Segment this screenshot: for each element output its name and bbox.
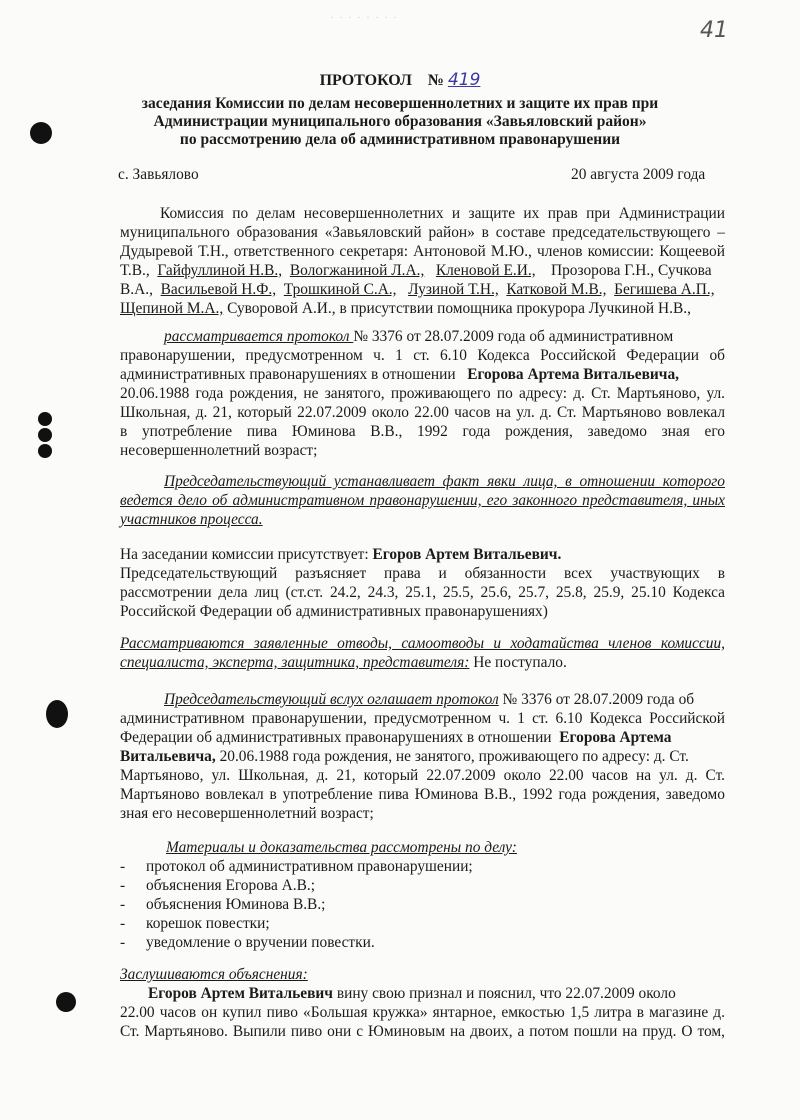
person-name: Витальевича, <box>120 748 216 765</box>
section1-text: № 3376 от 28.07.2009 года об административном <box>353 328 674 345</box>
punch-hole <box>38 428 52 442</box>
present-label: На заседании комиссии присутствует: <box>120 546 369 563</box>
subtitle-line: Администрации муниципального образования «Завьяловский район» <box>153 113 647 130</box>
member-name: В.А., <box>120 281 153 298</box>
member-name: Васильевой Н.Ф., <box>160 281 277 298</box>
intro-line: муниципального образования «Завьяловский район» в составе председательствующего – <box>120 224 725 241</box>
member-name: Щепиной М.А., <box>120 300 224 317</box>
list-item: - протокол об административном правонарушении; <box>120 858 473 875</box>
section1-text: административных правонарушениях в отношении <box>120 366 456 383</box>
present-name: Егоров Артем Витальевич. <box>372 546 562 563</box>
section5-line <box>120 747 725 766</box>
section1-line <box>120 327 725 346</box>
page-number: 41 <box>700 18 728 43</box>
protocol-number: 419 <box>447 70 481 90</box>
intro-text: Суворовой А.И., в присутствии помощника прокурора Лучкиной Н.В., <box>227 300 691 317</box>
list-item-text: уведомление о вручении повестки. <box>146 934 375 951</box>
person-name: Егорова Артема <box>559 729 672 746</box>
section5-line <box>120 728 725 747</box>
member-name: Гайфуллиной Н.В., <box>157 262 283 279</box>
intro-line: Комиссия по делам несовершеннолетних и защите их прав при Администрации <box>160 205 725 222</box>
list-item: - уведомление о вручении повестки. <box>120 934 375 951</box>
member-name: Вологжаниной Л.А., <box>289 262 425 279</box>
explanations-text: вину свою признал и пояснил, что 22.07.2009 около <box>332 985 676 1002</box>
section1-line: Школьная, д. 21, который 22.07.2009 около 22.00 часов на ул. д. Ст. Мартьяново вовлекал <box>120 404 725 421</box>
intro-line: Дудыревой Т.Н., ответственного секретаря: Антоновой М.Ю., членов комиссии: Кощеевой <box>120 243 725 260</box>
section1-line: 20.06.1988 года рождения, не занятого, проживающего по адресу: д. Ст. Мартьяново, ул. <box>120 385 725 402</box>
section5-text: Федерации об административных правонарушениях в отношении <box>120 729 552 746</box>
member-name: Бегишева А.П., <box>614 281 715 298</box>
person-name: Егоров Артем Витальевич <box>148 985 333 1002</box>
section2-line: участников процесса. <box>120 511 263 528</box>
intro-line-members <box>120 280 725 299</box>
section3-line: Российской Федерации об административных правонарушениях) <box>120 603 548 620</box>
place: с. Завьялово <box>118 166 199 183</box>
intro-line <box>120 299 725 318</box>
punch-hole <box>38 444 52 458</box>
member-name: Прозорова Г.Н., Сучкова <box>550 262 712 279</box>
member-name: Кленовой Е.И., <box>435 262 536 279</box>
list-item: - объяснения Егорова А.В.; <box>120 877 315 894</box>
section4-text: специалиста, эксперта, защитника, представителя: <box>120 654 470 671</box>
section5-text: 20.06.1988 года рождения, не занятого, проживающего по адресу: д. Ст. <box>215 748 689 765</box>
member-name: Т.В., <box>120 262 150 279</box>
section1-line: несовершеннолетний возраст; <box>120 442 318 459</box>
list-item-text: объяснения Егорова А.В.; <box>146 877 315 894</box>
list-item-text: объяснения Юминова В.В.; <box>146 896 326 913</box>
list-item-text: протокол об административном правонарушении; <box>146 858 473 875</box>
section5-line: зная его несовершеннолетний возраст; <box>120 805 374 822</box>
title-word: ПРОТОКОЛ <box>319 72 412 89</box>
explanations-line <box>120 984 725 1003</box>
section5-lead: Председательствующий вслух оглашает протокол <box>164 691 499 708</box>
date: 20 августа 2009 года <box>571 166 706 183</box>
section4-line <box>120 653 725 672</box>
section1-line: в употребление пива Юминова В.В., 1992 года рождения, заведомо зная его <box>120 423 725 440</box>
section3-line: Председательствующий разъясняет права и обязанности всех участвующих в <box>120 565 725 582</box>
section5-line: административном правонарушении, предусмотренном ч. 1 ст. 6.10 Кодекса Российской <box>120 710 725 727</box>
member-name: Лузиной Т.Н., <box>408 281 499 298</box>
punch-hole <box>46 700 68 728</box>
list-item: - корешок повестки; <box>120 915 270 932</box>
section5-line <box>120 690 725 709</box>
subtitle-line: по рассмотрению дела об административном правонарушении <box>179 131 621 148</box>
section4-line: Рассматриваются заявленные отводы, самоотводы и ходатайства членов комиссии, <box>120 635 725 652</box>
explanations-line: 22.00 часов он купил пиво «Большая кружка» янтарное, емкостью 1,5 литра в магазине д. <box>120 1004 725 1021</box>
member-name: Катковой М.В., <box>506 281 607 298</box>
materials-heading: Материалы и доказательства рассмотрены по делу: <box>166 839 517 856</box>
explanations-line: Ст. Мартьяново. Выпили пиво они с Юминовым на двоих, а потом пошли на пруд. О том, <box>120 1023 725 1040</box>
member-name: Трошкиной С.А., <box>283 281 397 298</box>
list-item: - объяснения Юминова В.В.; <box>120 896 326 913</box>
subtitle-line: заседания Комиссии по делам несовершеннолетних и защите их прав при <box>141 95 659 112</box>
section4-answer: Не поступало. <box>469 654 567 671</box>
punch-hole <box>56 992 76 1012</box>
explanations-heading: Заслушиваются объяснения: <box>120 966 308 983</box>
document-title <box>0 70 800 91</box>
section1-line <box>120 365 725 384</box>
present-line <box>120 545 725 564</box>
faint-stamp: · · · · · · · · <box>330 10 398 24</box>
list-item-text: корешок повестки; <box>146 915 270 932</box>
section1-line: правонарушении, предусмотренном ч. 1 ст. 6.10 Кодекса Российской Федерации об <box>120 347 725 364</box>
section5-line: Мартьяново, ул. Школьная, д. 21, который 22.07.2009 около 22.00 часов на ул. д. Ст. <box>120 767 725 784</box>
section3-line: рассмотрении дела лиц (ст.ст. 24.2, 24.3, 25.1, 25.5, 25.6, 25.7, 25.8, 25.9, 25.10 Кодекса <box>120 584 725 601</box>
person-name: Егорова Артема Витальевича, <box>467 366 679 383</box>
section2-line: ведется дело об административном правонарушении, его законного представителя, иных <box>120 492 725 509</box>
section5-line: Мартьяново вовлекал в употребление пива Юминова В.В., 1992 года рождения, заведомо <box>120 786 725 803</box>
number-label: № <box>427 72 444 89</box>
section1-lead: рассматривается протокол <box>164 328 354 345</box>
document-subtitle <box>0 95 800 149</box>
section2-line: Председательствующий устанавливает факт явки лица, в отношении которого <box>164 473 725 490</box>
intro-line-members <box>120 261 725 280</box>
punch-hole <box>38 412 52 426</box>
section5-text: № 3376 от 28.07.2009 года об <box>498 691 695 708</box>
